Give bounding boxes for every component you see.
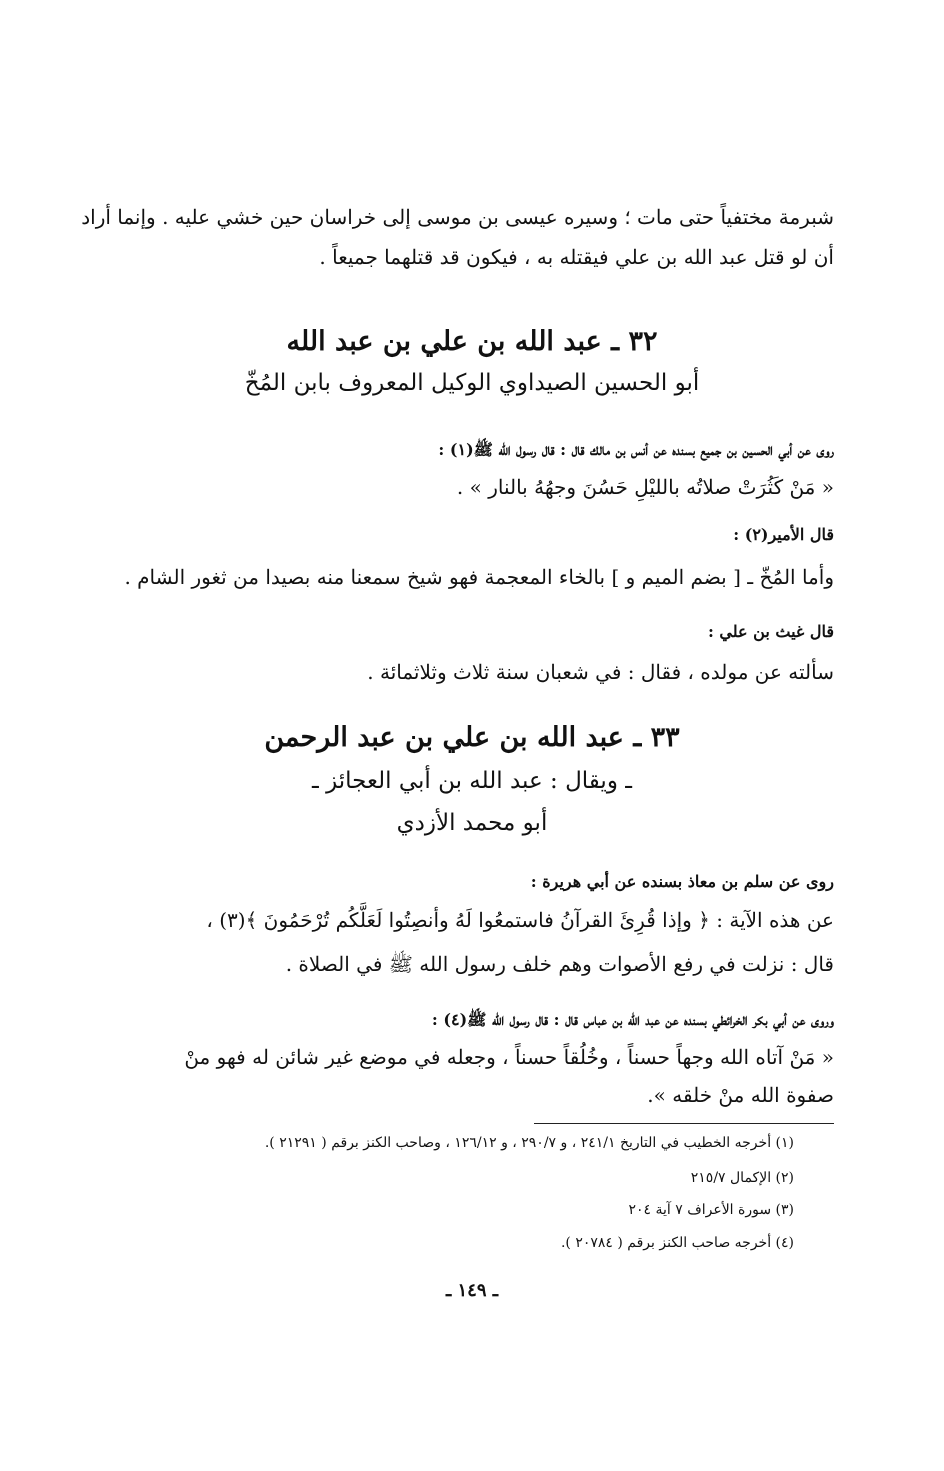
entry-32-title: ٣٢ ـ عبد الله بن علي بن عبد الله	[286, 326, 658, 357]
entry-32-subtitle: أبو الحسين الصيداوي الوكيل المعروف بابن المُخّ	[244, 370, 700, 396]
intro-line-2: أن لو قتل عبد الله بن علي فيقتله به ، فيكون قد قتلهما جميعاً .	[319, 245, 834, 269]
page-number: ـ ١٤٩ ـ	[445, 1280, 499, 1301]
intro-line-1: شبرمة مختفياً حتى مات ؛ وسيره عيسى بن موسى إلى خراسان حين خشي عليه . وإنما أراد	[81, 205, 834, 229]
entry-33-text-2-line-2: صفوة الله منْ خلقه ».	[647, 1083, 834, 1107]
entry-33-riwaya-1: روى عن سلم بن معاذ بسنده عن أبي هريرة :	[530, 872, 834, 891]
entry-32-amir-text: وأما المُخّ ـ [ بضم الميم و ] بالخاء المعجمة فهو شيخ سمعنا منه بصيدا من ثغور الشام .	[124, 565, 834, 589]
entry-32-ghayth-label: قال غيث بن علي :	[707, 622, 834, 641]
footnote-2: (٢) الإكمال ٢١٥/٧	[690, 1170, 794, 1186]
footnote-separator	[534, 1123, 834, 1124]
entry-32-hadith: « مَنْ كَثُرَتْ صلاتُه بالليْلِ حَسُنَ وجهُهُ بالنار » .	[456, 475, 834, 499]
entry-32-riwaya: روى عن أبي الحسين بن جميع بسنده عن أنس بن مالك قال : قال رسول الله ﷺ(١) :	[438, 440, 834, 459]
footnote-1: (١) أخرجه الخطيب في التاريخ ٢٤١/١ ، و ٢٩٠/٧ ، و ١٢٦/١٢ ، وصاحب الكنز برقم ( ٢١٢٩١ ).	[264, 1135, 794, 1151]
footnote-3: (٣) سورة الأعراف ٧ آية ٢٠٤	[628, 1202, 794, 1218]
entry-33-text-2-line-1: « مَنْ آتاه الله وجهاً حسناً ، وخُلُقاً حسناً ، وجعله في موضع غير شائن له فهو منْ	[184, 1045, 834, 1069]
entry-33-text-1-line-2: قال : نزلت في رفع الأصوات وهم خلف رسول الله ﷺ في الصلاة .	[285, 952, 834, 976]
entry-33-title: ٣٣ ـ عبد الله بن علي بن عبد الرحمن	[264, 722, 680, 753]
entry-33-text-1-line-1: عن هذه الآية : ﴿ وإذا قُرِئَ القرآنُ فاستمعُوا لَهُ وأنصِتُوا لَعَلَّكُم تُرْحَمُونَ ﴾(٣) ،	[206, 908, 834, 932]
footnote-4: (٤) أخرجه صاحب الكنز برقم ( ٢٠٧٨٤ ).	[560, 1235, 794, 1251]
entry-33-kunya: أبو محمد الأزدي	[396, 810, 548, 836]
entry-33-alt-name: ـ ويقال : عبد الله بن أبي العجائز ـ	[312, 768, 632, 794]
entry-32-amir-label: قال الأمير(٢) :	[733, 525, 834, 544]
entry-33-riwaya-2: وروى عن أبي بكر الخرائطي بسنده عن عبد الله بن عباس قال : قال رسول الله ﷺ(٤) :	[431, 1010, 834, 1029]
entry-32-ghayth-text: سألته عن مولده ، فقال : في شعبان سنة ثلاث وثلاثمائة .	[367, 660, 834, 684]
